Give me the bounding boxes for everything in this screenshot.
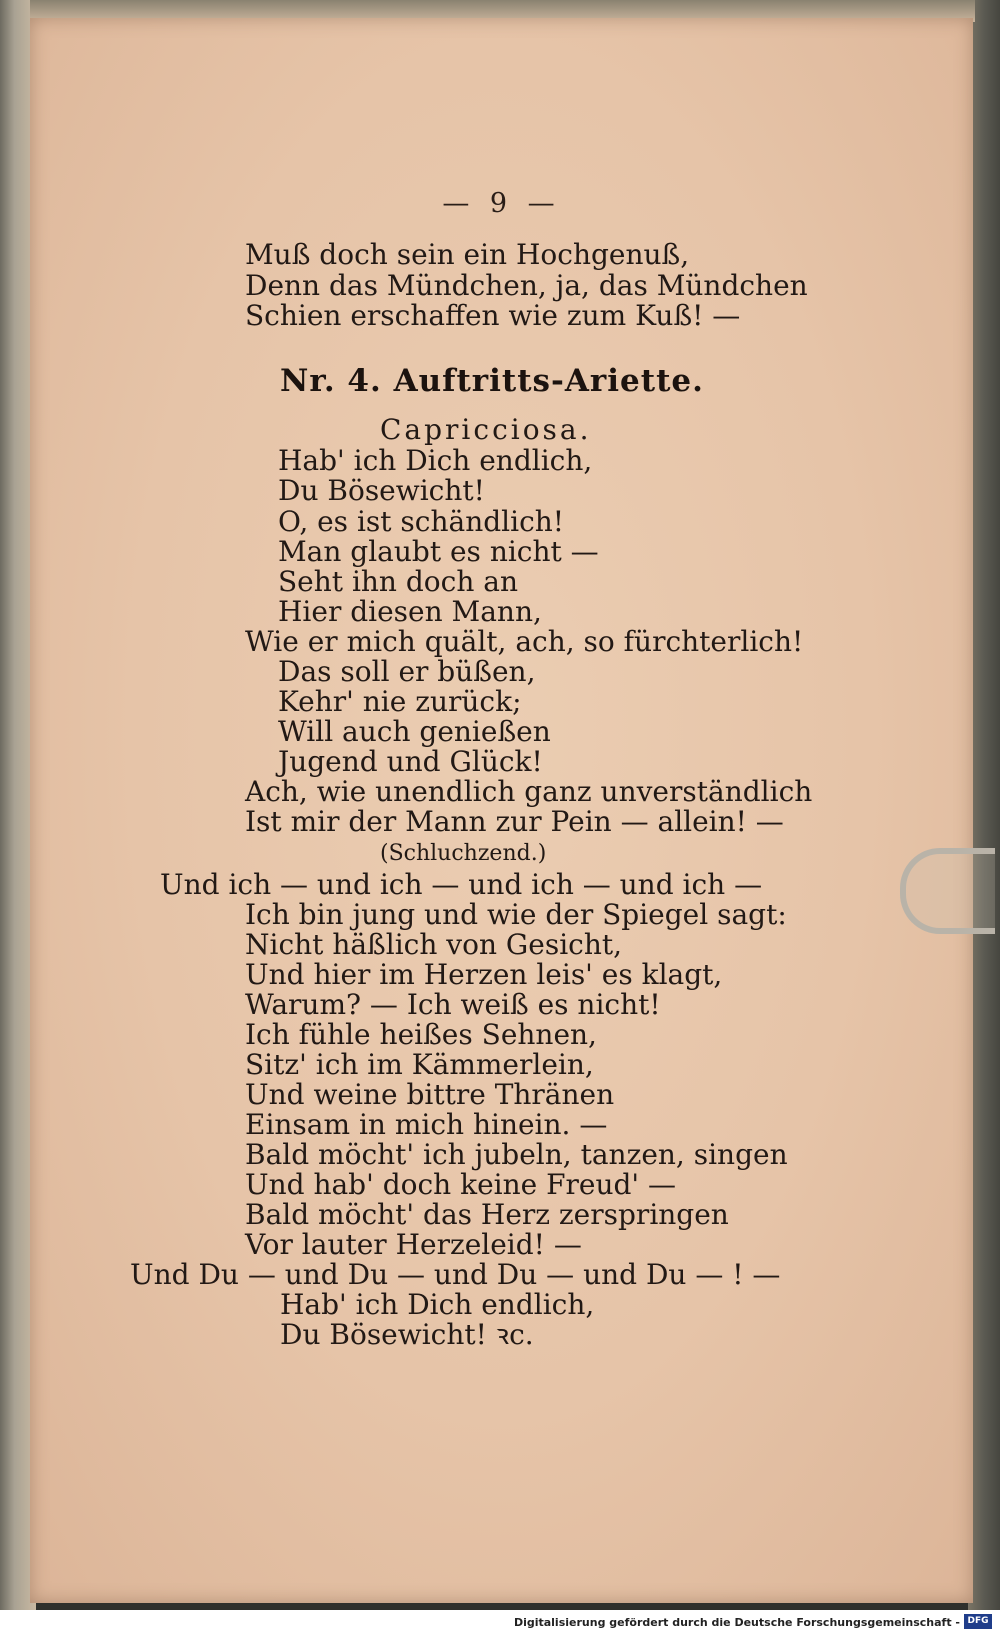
tempo-marking: Capricciosa. [380,413,592,446]
page-clip [900,848,995,934]
verse-line: Einsam in mich hinein. — [245,1108,608,1141]
verse-line: Sitz' ich im Kämmerlein, [245,1048,594,1081]
verse-line: Will auch genießen [278,715,551,748]
verse-line: Das soll er büßen, [278,655,536,688]
verse-line: Warum? — Ich weiß es nicht! [245,988,661,1021]
verse-line: O, es ist schändlich! [278,505,565,538]
verse-line: Und ich — und ich — und ich — und ich — [160,868,763,901]
verse-line: Seht ihn doch an [278,565,518,598]
page-number: — 9 — [442,188,561,219]
verse-line: Bald möcht' ich jubeln, tanzen, singen [245,1138,788,1171]
verse-line: Und weine bittre Thränen [245,1078,615,1111]
verse-line: Ich bin jung und wie der Spiegel sagt: [245,898,787,931]
verse-line: Hab' ich Dich endlich, [278,444,593,477]
book-page [30,18,973,1603]
verse-line: Jugend und Glück! [278,745,543,778]
verse-line: Man glaubt es nicht — [278,535,599,568]
stage-direction: (Schluchzend.) [380,841,547,866]
verse-line: Und Du — und Du — und Du — und Du — ! — [130,1258,781,1291]
verse-line: Bald möcht' das Herz zerspringen [245,1198,729,1231]
verse-line: Und hab' doch keine Freud' — [245,1168,677,1201]
verse-line: Ach, wie unendlich ganz unverständlich [245,775,813,808]
verse-line: Ich fühle heißes Sehnen, [245,1018,597,1051]
verse-line: Vor lauter Herzeleid! — [245,1228,582,1261]
funding-credit: Digitalisierung gefördert durch die Deutsche Forschungsgemeinschaft - [513,1616,960,1629]
intro-line: Schien erschaffen wie zum Kuß! — [245,299,741,332]
verse-line: Hier diesen Mann, [278,595,542,628]
verse-line: Nicht häßlich von Gesicht, [245,928,623,961]
dfg-logo: DFG [964,1614,992,1629]
verse-line: Du Bösewicht! ꝛc. [280,1318,534,1351]
intro-line: Denn das Mündchen, ja, das Mündchen [245,269,808,302]
verse-line: Kehr' nie zurück; [278,685,522,718]
intro-line: Muß doch sein ein Hochgenuß, [245,238,690,271]
verse-line: Du Bösewicht! [278,474,485,507]
verse-line: Und hier im Herzen leis' es klagt, [245,958,723,991]
verse-line: Ist mir der Mann zur Pein — allein! — [245,805,784,838]
verse-line: Hab' ich Dich endlich, [280,1288,595,1321]
verse-line: Wie er mich quält, ach, so fürchterlich! [245,625,804,658]
section-heading: Nr. 4. Auftritts-Ariette. [280,363,704,399]
